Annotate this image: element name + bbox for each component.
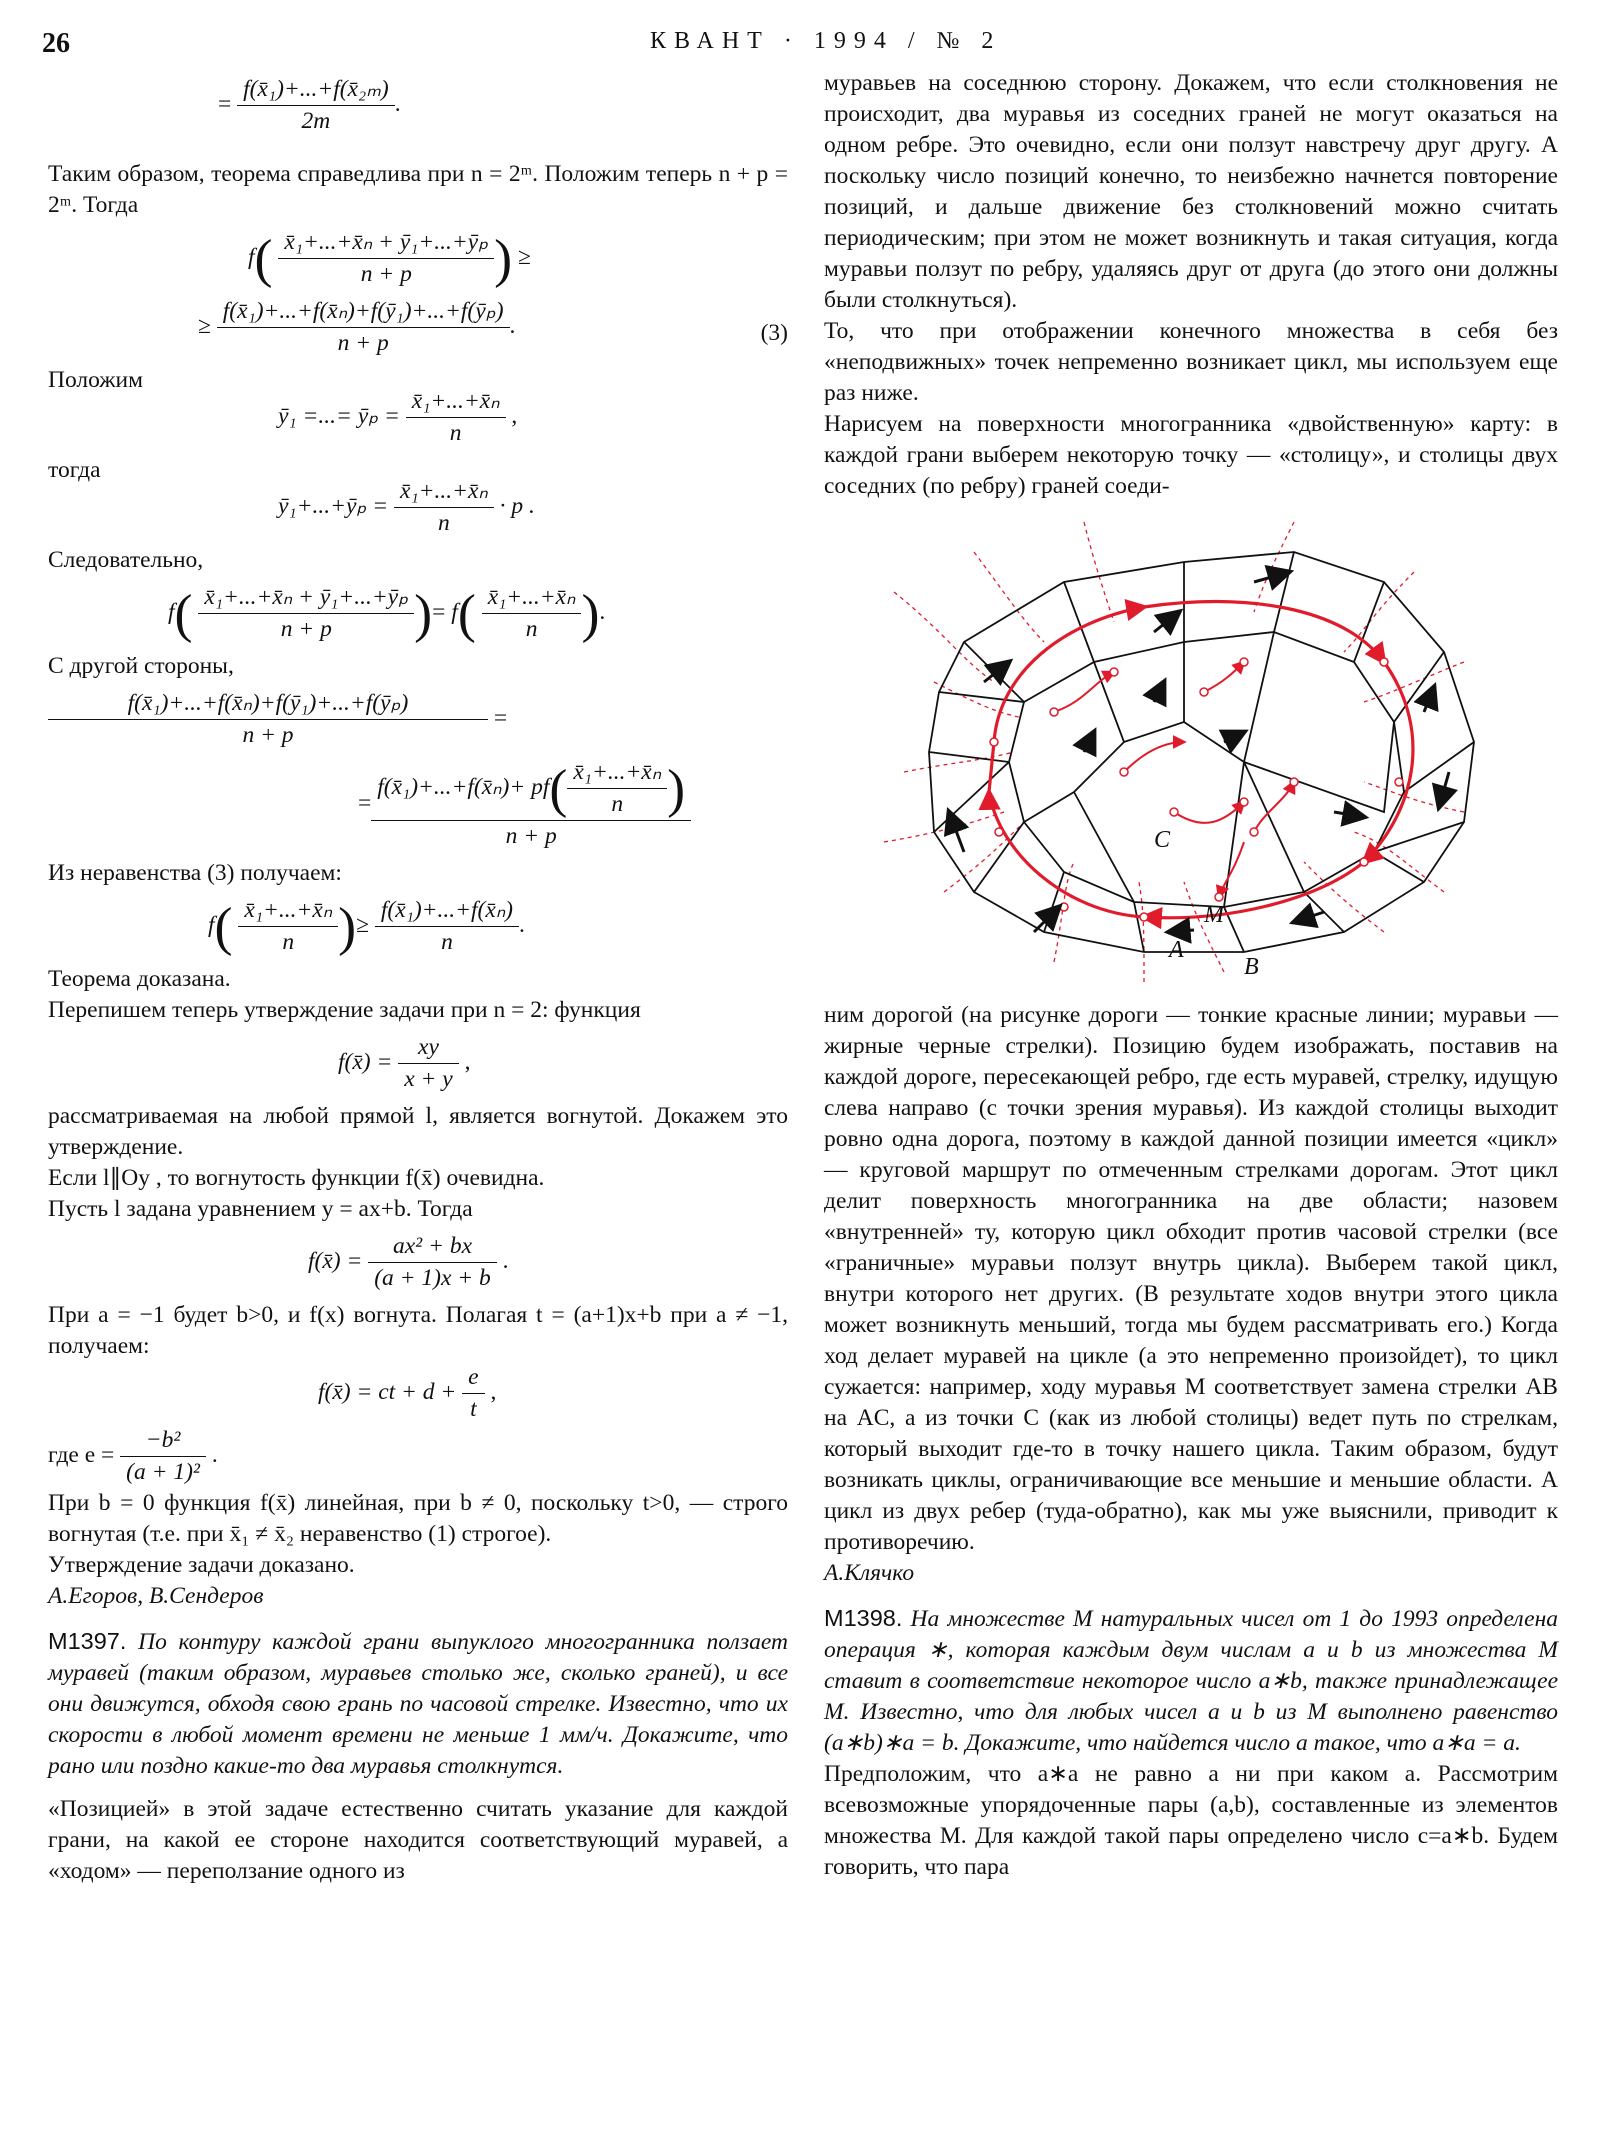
numerator: x̄₁+...+x̄ₙ [238,895,338,927]
label-C: C [1154,827,1171,853]
eq-lhs: f(x̄) = [308,1247,363,1274]
equation-3a: f( $\frac{\text{x̄₁+...+x̄ₙ + ȳ₁+...+ȳₚ}}{n + p}$ ) ≥ [248,228,531,289]
cycle-road [989,602,1413,918]
fraction [482,582,582,645]
paragraph: Теорема доказана. [48,966,231,992]
equation-ysum [48,476,788,539]
fraction [394,476,494,539]
paragraph: При a = −1 будет b>0, и f(x) вогнута. Полагая t = (a+1)x+b при a ≠ −1, получаем: [48,1302,788,1359]
polyhedron-figure [824,512,1558,982]
paragraph: рассматриваемая на любой прямой l, является вогнутой. Докажем это утверждение. [48,1103,788,1160]
paragraph: Нарисуем на поверхности многогранника «двойственную» карту: в каждой грани выберем некоторую точку — «столицу», и столицы двух соседних (по ребру) граней соеди- [824,411,1558,499]
fraction [48,688,488,751]
denominator: n + p [242,722,294,748]
equation-top: = $\frac{\text{f(x̄₁)+...+f(x̄₂ₘ)}}{2m}$ . [48,74,788,137]
denominator: n [611,791,624,817]
fraction [198,582,414,645]
denominator: (a + 1)x + b [374,1265,491,1291]
label-A: A [1169,937,1184,963]
paragraph: Из неравенства (3) получаем: [48,860,342,886]
paragraph: Если l∥Oy , то вогнутость функции f(x̄) очевидна. [48,1165,545,1191]
paragraph: Таким образом, теорема справедлива при n = 2ᵐ. Положим теперь n + p = 2ᵐ. Тогда [48,161,788,218]
denominator: n + p [280,616,332,642]
problem-text: По контуру каждой грани выпуклого многогранника ползает муравей (таким образом, муравьев столько же, сколько граней), и все они движутся, обходя свою грань по часовой стрелке. Известно, что их скорости в любой момент времени не меньше 1 мм/ч. Докажите, что рано или поздно какие-то два муравья столкнутся. [48,1629,788,1779]
denominator: 2m [301,108,331,134]
numerator: f(x̄₁)+...+f(x̄ₙ)+ pf( $\frac{\text{x̄₁+...+x̄ₙ}}{n}$ ) [371,757,691,821]
fraction [238,895,338,958]
polyhedron-edges [929,552,1474,952]
eq-lhs: f(x̄) = ct + d + [318,1378,457,1405]
fraction [217,296,510,359]
paragraph: ним дорогой (на рисунке дороги — тонкие красные линии; муравьи — жирные черные стрелки). Позицию будем изображать, поставив на каждой дороге, пересекающей ребро, где есть муравей, стрелку, идущую слева направо (с точки зрения муравья). Из каждой столицы выходит ровно одна дорога, поэтому в каждой данной позиции имеется «цикл» — круговой маршрут по отмеченным стрелками дорогам. Этот цикл делит поверхность многогранника на две области; назовем «внутренней» ту, которую цикл обходит против часовой стрелки (все «граничные» муравьи ползут внутрь цикла). Выберем такой цикл, внутри которого нет других. (В результате ходов внутри этого цикла может возникнуть меньший, тогда мы будем рассматривать его.) Когда ход делает муравей на цикле (а это непременно произойдет), то цикл сужается: например, ходу муравья M соответствует замена стрелки AB на AC, а из точки C (как из любой столицы) ведет путь по стрелкам, который выходит где-то в точку нашего цикла. Таким образом, будут возникать циклы, ограничивающие все меньшие и меньшие области. А цикл из двух ребер (туда-обратно), как мы уже выяснили, приводит к противоречию. [824,1002,1558,1555]
page-number: 26 [42,28,70,59]
paragraph: Положим [48,367,143,393]
equation-ct: f(x̄) = ct + d + $\frac{e}{t}$ , [48,1362,788,1425]
numerator: −b² [120,1425,206,1457]
eq-prefix: ≥ [198,312,211,339]
equation-s: f( $\frac{\text{x̄₁+...+x̄ₙ + ȳ₁+...+ȳₚ}}{n + p}$ )= f( $\frac{\text{x̄₁+...+x̄ₙ}}{n}$ ). [168,583,606,644]
numerator: ax² + bx [368,1231,497,1263]
fraction [371,757,691,852]
fraction [375,895,519,958]
denominator: n + p [505,823,557,849]
left-column [48,68,788,1887]
equation-y: ȳ₁ =...= ȳₚ = $\frac{\text{x̄₁+...+x̄ₙ}}{n}$ , [48,386,788,449]
denominator: n [438,510,450,536]
denominator: t [470,1396,477,1422]
eq-prefix: = [218,90,232,117]
equation-d2: = f(x̄₁)+...+f(x̄ₙ)+ pf( $\frac{\text{x̄₁+...+x̄ₙ}}{n}$ ) n + p [48,757,788,852]
numerator: f(x̄₁)+...+f(x̄ₙ)+f(ȳ₁)+...+f(ȳₚ) [48,688,488,720]
denominator: n + p [337,330,389,356]
paragraph: При b = 0 функция f(x̄) линейная, при b ≠ 0, поскольку t>0, — строго вогнутая (т.е. при x̄₁ ≠ x̄₂ неравенство (1) строгое). [48,1490,788,1547]
journal-title: КВАНТ · 1994 / № 2 [650,28,1002,54]
numerator: xy [398,1032,458,1064]
paragraph: Перепишем теперь утверждение задачи при n = 2: функция [48,997,641,1023]
problem-label: М1398. [824,1605,903,1631]
fraction [398,1032,458,1095]
paragraph: муравьев на соседнюю сторону. Докажем, что если столкновения не происходит, два муравья из соседних граней не могут оказаться на одном ребре. Это очевидно, если они ползут навстречу друг другу. А поскольку число позиций конечно, то неизбежно начнется повторение позиций, и дальше движение без столкновений можно считать периодическим; при этом не может возникнуть и такая ситуация, когда муравьи ползут по ребру, удаляясь друг от друга (до этого они должны были столкнуться). [824,70,1558,313]
equation-e: где e = $\frac{\text{−b²}}{\text{(a + 1)²}}$ . [48,1425,788,1488]
inner-fraction [567,757,667,820]
numerator: x̄₁+...+x̄ₙ + ȳ₁+...+ȳₚ [278,227,494,259]
numerator: e [462,1362,484,1394]
eq-lhs: f(x̄) = [338,1048,393,1075]
paragraph: «Позицией» в этой задаче естественно считать указание для каждой грани, на какой ее стороне находится соответствующий муравей, а «ходом» — переползание одного из [48,1796,788,1884]
fraction [237,74,395,137]
thin-roads [1054,662,1294,897]
numerator-text: f(x̄₁)+...+f(x̄ₙ)+ pf [377,773,550,800]
label-B: B [1244,954,1259,980]
ant-arrows [949,572,1449,932]
denominator: n [282,929,295,955]
paragraph: Следовательно, [48,547,204,573]
paragraph: тогда [48,457,101,483]
numerator: x̄₁+...+x̄ₙ [406,386,506,418]
capitals [990,658,1403,921]
fraction [278,227,494,290]
dashed-roads [884,522,1464,982]
problem-label: М1397. [48,1628,127,1654]
page-header [0,22,1600,62]
numerator: f(x̄₁)+...+f(x̄ₙ) [375,895,519,927]
numerator: x̄₁+...+x̄ₙ [394,476,494,508]
equation-number: (3) [760,320,788,346]
denominator: x + y [404,1066,453,1092]
numerator: f(x̄₁)+...+f(x̄ₙ)+f(ȳ₁)+...+f(ȳₚ) [217,296,510,328]
equation-fx: f(x̄) = $\frac{xy}{x + y}$ , [48,1032,788,1095]
equation-ax: f(x̄) = $\frac{\text{ax² + bx}}{(a + 1)x + b}$ . [48,1231,788,1294]
fraction [462,1362,484,1425]
fraction [368,1231,497,1294]
label-M: M [1204,902,1224,928]
numerator: x̄₁+...+x̄ₙ [567,757,667,789]
equation-result: f( $\frac{\text{x̄₁+...+x̄ₙ}}{n}$ )≥ $\frac{\text{f(x̄₁)+...+f(x̄ₙ)}}{n}$ . [208,896,525,957]
equation-d1: $\frac{\text{f(x̄₁)+...+f(x̄ₙ)+f(ȳ₁)+...+f(ȳₚ)}}{n + p}$ = [48,688,788,751]
right-column [824,68,1558,1883]
paragraph: Предположим, что a∗a не равно a ни при каком a. Рассмотрим всевозможные упорядоченные пары (a,b), составленные из элементов множества M. Для каждой такой пары определено число c=a∗b. Будем говорить, что пара [824,1761,1558,1880]
paragraph: То, что при отображении конечного множества в себя без «неподвижных» точек непременно возникает цикл, мы используем еще раз ниже. [824,318,1558,406]
numerator: x̄₁+...+x̄ₙ [482,582,582,614]
eq-suffix: · p . [499,492,535,519]
fraction [406,386,506,449]
numerator: x̄₁+...+x̄ₙ + ȳ₁+...+ȳₚ [198,582,414,614]
eq-lhs: где e = [48,1441,115,1468]
author-signature: А.Егоров, В.Сендеров [48,1583,264,1609]
denominator: n + p [360,261,412,287]
problem-m1398 [824,1603,1558,1759]
numerator: f(x̄₁)+...+f(x̄₂ₘ) [237,74,395,106]
paragraph: Утверждение задачи доказано. [48,1552,355,1578]
problem-m1397 [48,1626,788,1782]
problem-text: На множестве M натуральных чисел от 1 до 1993 определена операция ∗, которая каждым двум числам a и b из множества M ставит в соответствие некоторое число a∗b, также принадлежащее M. Известно, что для любых чисел a и b из M выполнено равенство (a∗b)∗a = b. Докажите, что найдется число a такое, что a∗a = a. [824,1606,1559,1756]
paragraph: Пусть l задана уравнением y = ax+b. Тогда [48,1196,473,1222]
eq-suffix: ≥ [518,243,531,270]
eq-lhs: ȳ₁+...+ȳₚ = [278,492,389,519]
denominator: n [441,929,453,955]
paragraph: С другой стороны, [48,653,234,679]
denominator: n [525,616,538,642]
denominator: n [449,420,462,446]
equation-3b: ≥ $\frac{\text{f(x̄₁)+...+f(x̄ₙ)+f(ȳ₁)+...+f(ȳₚ)}}{n + p}$ . (3) [48,296,788,359]
fraction [120,1425,206,1488]
denominator: (a + 1)² [126,1459,200,1485]
polyhedron-diagram [824,512,1558,982]
author-signature: А.Клячко [824,1560,915,1586]
eq-lhs: ȳ₁ =...= ȳₚ = [278,402,400,429]
